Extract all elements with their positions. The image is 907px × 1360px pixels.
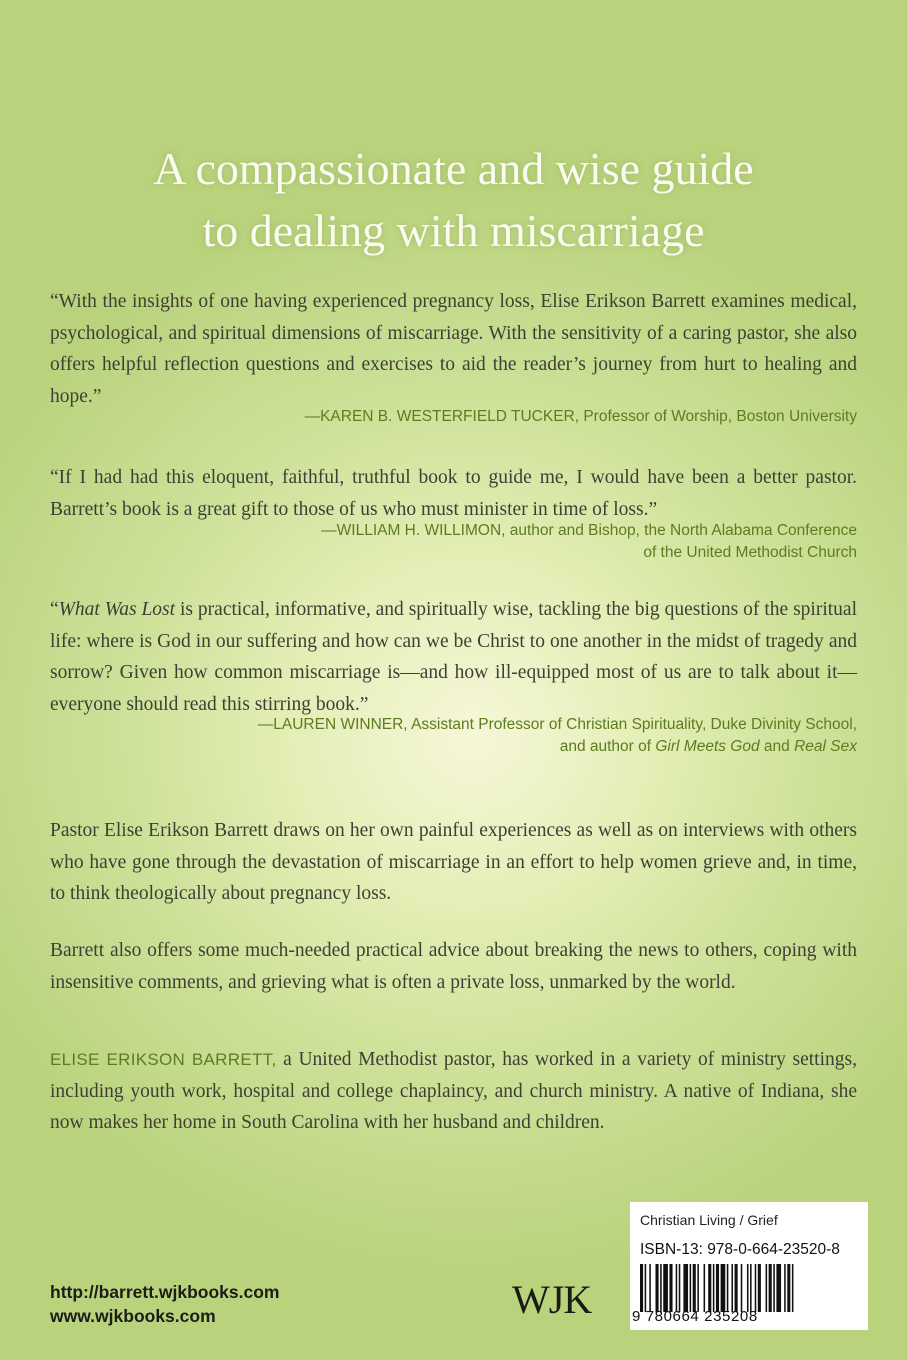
endorsement-attribution-1: [50, 406, 857, 428]
publisher-website-link[interactable]: www.wjkbooks.com: [50, 1306, 216, 1326]
barcode-panel: [630, 1202, 868, 1330]
barcode-bar: [766, 1264, 768, 1312]
barcode-bar: [758, 1264, 761, 1312]
isbn-label: ISBN-13: 978-0-664-23520-8: [640, 1241, 840, 1258]
attribution-3-line-2: [50, 736, 857, 758]
quote-3-open-mark: “: [50, 599, 59, 620]
endorsement-attribution-2: [50, 520, 857, 564]
barcode-bar: [669, 1264, 672, 1312]
barcode-bar: [716, 1264, 719, 1312]
barcode-bar: [693, 1264, 696, 1312]
barcode-bar: [663, 1264, 668, 1312]
attribution-2-line-1: —WILLIAM H. WILLIMON, author and Bishop, the North Alabama Conference: [321, 522, 857, 539]
author-bio-text: a United Methodist pastor, has worked in a variety of ministry settings, including youth work, hospital and college chaplaincy, and church ministry. A native of Indiana, she now makes her home in South Carolina with her husband and children.: [50, 1049, 857, 1133]
barcode-bar: [741, 1264, 743, 1312]
barcode-bar: [735, 1264, 738, 1312]
barcode-icon: [638, 1264, 860, 1312]
barcode-bar: [792, 1264, 794, 1312]
endorsement-attribution-3: [50, 714, 857, 758]
headline: [0, 138, 907, 262]
attribution-3-prefix: and author of: [559, 738, 656, 755]
publisher-logo: WJK: [512, 1277, 592, 1322]
attribution-1-line-1: —KAREN B. WESTERFIELD TUCKER, Professor of Worship, Boston University: [304, 408, 857, 425]
barcode-bar: [747, 1264, 749, 1312]
barcode-bar: [683, 1264, 688, 1312]
barcode-bar: [704, 1264, 706, 1312]
barcode-bar: [660, 1264, 662, 1312]
barcode-digits: 9 780664 235208: [632, 1308, 758, 1325]
headline-line-1: A compassionate and wise guide: [153, 143, 754, 194]
bisac-category: Christian Living / Grief: [640, 1212, 778, 1228]
barcode-bar: [769, 1264, 772, 1312]
website-links: [50, 1280, 279, 1328]
barcode-bar: [727, 1264, 729, 1312]
attribution-3-book-2: Real Sex: [794, 738, 857, 755]
endorsement-quote-3: [50, 594, 857, 720]
description-paragraph-2: Barrett also offers some much-needed practical advice about breaking the news to others, coping with insensitive comments, and grieving what is often a private loss, unmarked by the world.: [50, 940, 857, 993]
barcode-bar: [676, 1264, 678, 1312]
barcode-bar: [649, 1264, 651, 1312]
barcode-bar: [787, 1264, 790, 1312]
attribution-3-book-1: Girl Meets God: [655, 738, 760, 755]
barcode-bar: [784, 1264, 786, 1312]
barcode-bar: [640, 1264, 643, 1312]
barcode-bar: [755, 1264, 757, 1312]
endorsement-quote-1: “With the insights of one having experienced pregnancy loss, Elise Erikson Barrett examines medical, psychological, and spiritual dimensions of miscarriage. With the sensitivity of a caring pastor, she also offers helpful reflection questions and exercises to aid the reader’s journey from hurt to healing and hope.”: [50, 291, 857, 407]
author-website-link[interactable]: http://barrett.wjkbooks.com: [50, 1282, 280, 1302]
barcode-bar: [721, 1264, 726, 1312]
attribution-3-and: and: [759, 738, 795, 755]
barcode-bar: [697, 1264, 699, 1312]
description-paragraph-1: Pastor Elise Erikson Barrett draws on her own painful experiences as well as on interviews with others who have gone through the devastation of miscarriage in an effort to help women grieve and, in time, to think theologically about pregnancy loss.: [50, 820, 857, 904]
headline-line-2: to dealing with miscarriage: [202, 205, 705, 256]
barcode-bar: [679, 1264, 681, 1312]
attribution-3-line-1: —LAUREN WINNER, Assistant Professor of Christian Spirituality, Duke Divinity School,: [257, 716, 857, 733]
barcode-bar: [708, 1264, 711, 1312]
author-name: ELISE ERIKSON BARRETT,: [50, 1050, 277, 1069]
barcode-bar: [731, 1264, 733, 1312]
quote-3-text: is practical, informative, and spiritually wise, tackling the big questions of the spiritual life: where is God in our suffering and how can we be Christ to one another in the midst of tragedy and sorrow? Given how common miscarriage is—and how ill-equipped most of us are to talk about it—everyone should read this stirring book.”: [50, 599, 858, 715]
barcode-bar: [750, 1264, 752, 1312]
endorsement-quote-2: “If I had had this eloquent, faithful, truthful book to guide me, I would have been a better pastor. Barrett’s book is a great gift to those of us who must minister in time of loss.”: [50, 467, 857, 520]
barcode-bar: [713, 1264, 715, 1312]
barcode-bar: [773, 1264, 775, 1312]
barcode-bar: [690, 1264, 692, 1312]
author-bio: [50, 1044, 857, 1139]
book-title-italic: What Was Lost: [58, 599, 176, 620]
barcode-bar: [645, 1264, 647, 1312]
barcode-bar: [776, 1264, 781, 1312]
barcode-bar: [656, 1264, 659, 1312]
attribution-2-line-2: of the United Methodist Church: [643, 544, 857, 561]
